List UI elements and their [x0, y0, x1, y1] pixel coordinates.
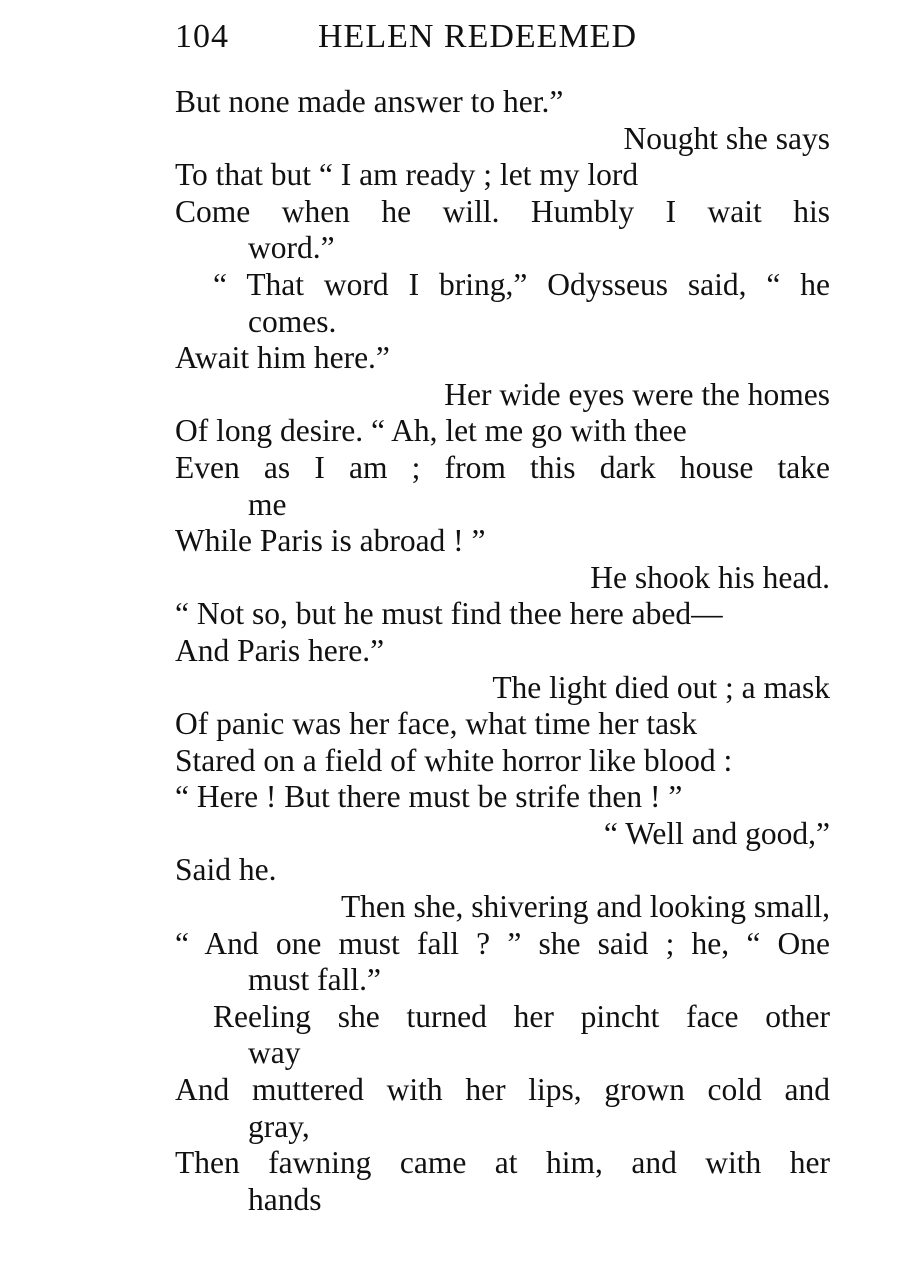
- verse-line: way: [248, 1035, 301, 1071]
- verse-line: Her wide eyes were the homes: [444, 376, 830, 412]
- verse-line: “ And one must fall ? ” she said ; he, “ One: [175, 925, 830, 961]
- verse-line: While Paris is abroad ! ”: [175, 523, 486, 559]
- verse-line: Reeling she turned her pincht face other: [213, 998, 830, 1034]
- verse-line: Then she, shivering and looking small,: [340, 889, 830, 925]
- verse-line: Said he.: [175, 852, 277, 888]
- verse-line: comes.: [248, 303, 337, 339]
- verse-line: “ Well and good,”: [603, 815, 830, 851]
- verse-line: word.”: [248, 230, 335, 266]
- verse-line: He shook his head.: [590, 559, 830, 595]
- verse-line: “ That word I bring,” Odysseus said, “ he: [213, 266, 830, 302]
- verse-line: And Paris here.”: [175, 632, 385, 668]
- verse-line: must fall.”: [248, 962, 381, 998]
- verse-line: Await him here.”: [175, 340, 390, 376]
- verse-line: And muttered with her lips, grown cold and: [175, 1072, 830, 1108]
- verse-line: The light died out ; a mask: [492, 669, 830, 705]
- verse-line: Come when he will. Humbly I wait his: [175, 193, 830, 229]
- verse-line: Even as I am ; from this dark house take: [175, 449, 830, 485]
- verse-line: Then fawning came at him, and with her: [175, 1145, 830, 1181]
- verse-line: “ Here ! But there must be strife then ! ”: [175, 779, 683, 815]
- verse-line: gray,: [248, 1108, 310, 1144]
- verse-line: me: [248, 486, 287, 522]
- page-number: 104: [175, 18, 229, 55]
- verse-line: But none made answer to her.”: [175, 84, 564, 119]
- verse-line: hands: [248, 1181, 322, 1217]
- running-title: HELEN REDEEMED: [318, 18, 638, 55]
- verse-line: Of long desire. “ Ah, let me go with thee: [175, 413, 687, 449]
- verse-line: “ Not so, but he must find thee here abed—: [175, 596, 723, 632]
- verse-line: Of panic was her face, what time her task: [175, 706, 698, 742]
- verse-line: To that but “ I am ready ; let my lord: [175, 157, 639, 193]
- verse-text: [175, 84, 830, 1218]
- verse-line: Nought she says: [623, 120, 830, 156]
- verse-line: Stared on a field of white horror like blood :: [175, 742, 733, 778]
- page-header: [175, 18, 830, 58]
